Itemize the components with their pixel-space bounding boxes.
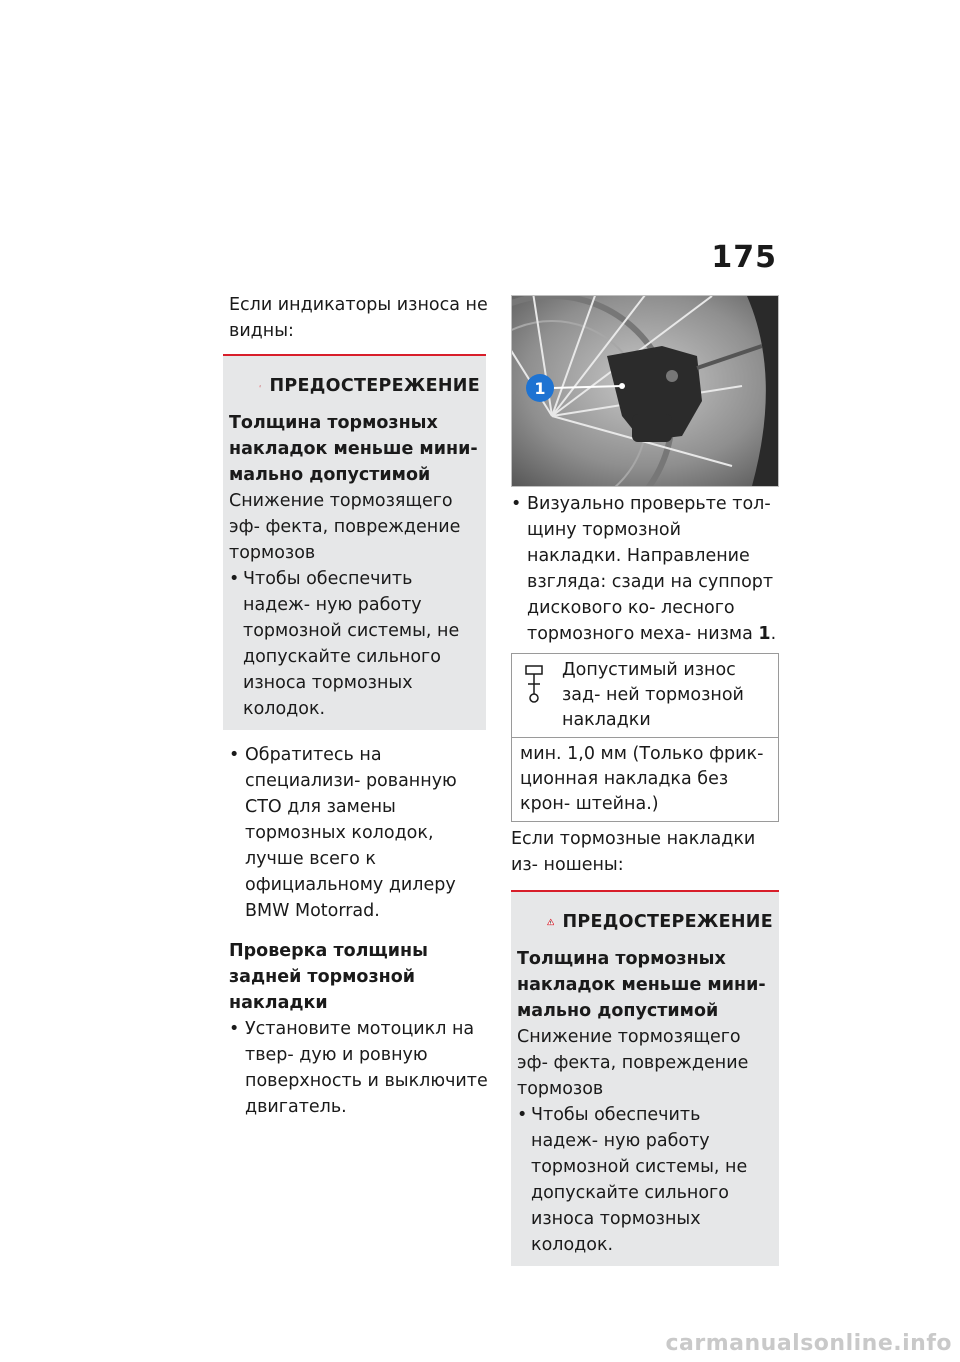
list-item-text: Установите мотоцикл на твер- дую и ровную поверхность и выключите двигатель. [245,1019,488,1117]
section-heading: Проверка толщины задней тормозной накладки [229,941,428,1013]
warning-header [259,368,480,404]
list-item [229,742,492,924]
spec-value: мин. 1,0 мм (Только фрик- ционная накладка без крон- штейна.) [520,744,764,814]
brake-caliper-illustration [512,296,778,486]
warning-title: ПРЕДОСТЕРЕЖЕНИЕ [562,912,773,932]
list-item-text: Визуально проверьте тол- щину тормозной накладки. Направление взгляда: сзади на суппорт дискового ко- лесного тормозного меха- низма [527,494,774,644]
intro-text: Если тормозные накладки из- ношены: [511,829,756,875]
page-number: 175 [711,240,777,275]
spec-label: Допустимый износ зад- ней тормозной накладки [562,660,744,730]
wear-gauge-icon [522,664,546,704]
intro-text: Если индикаторы износа не видны: [229,295,488,341]
warning-bullet [517,1102,773,1258]
warning-heading: Толщина тормозных накладок меньше мини- мально допустимой [517,949,766,1021]
bullet-dot: • [229,1019,240,1039]
warning-box [511,890,779,1266]
bullet-dot: • [511,494,522,514]
right-column [511,295,779,1278]
warning-text: Снижение тормозящего эф- фекта, повреждение тормозов [229,491,461,563]
warning-triangle-icon [259,371,261,401]
list-item-ref: 1 [758,624,771,644]
left-column [229,292,492,1120]
spec-icon-wrapper [522,658,562,733]
warning-box [223,354,486,730]
brake-caliper-photo [511,295,779,487]
warning-bullet [229,566,480,722]
list-item [229,1016,492,1120]
warning-bullet-text: Чтобы обеспечить надеж- ную работу тормозной системы, не допускайте сильного износа тормозных колодок. [531,1105,748,1255]
bullet-dot: • [229,569,240,589]
warning-header [547,904,773,940]
warning-title: ПРЕДОСТЕРЕЖЕНИЕ [269,376,480,396]
warning-heading: Толщина тормозных накладок меньше мини- мально допустимой [229,413,478,485]
warning-text: Снижение тормозящего эф- фекта, повреждение тормозов [517,1027,749,1099]
list-item-text: Обратитесь на специализи- рованную СТО для замены тормозных колодок, лучше всего к официальному дилеру BMW Motorrad. [245,745,457,921]
bullet-dot: • [517,1105,528,1125]
warning-triangle-icon [547,907,554,937]
list-item: • Визуально проверьте тол- щину тормозной накладки. Направление взгляда: сзади на суппорт дискового ко- лесного тормозного меха- низма 1. [511,491,779,647]
warning-bullet-text: Чтобы обеспечить надеж- ную работу тормозной системы, не допускайте сильного износа тормозных колодок. [243,569,460,719]
watermark: carmanualsonline.info [665,1331,952,1356]
callout-number: 1 [534,379,546,398]
bullet-dot: • [229,745,240,765]
spec-table [511,653,779,822]
spec-row-label [512,654,778,738]
